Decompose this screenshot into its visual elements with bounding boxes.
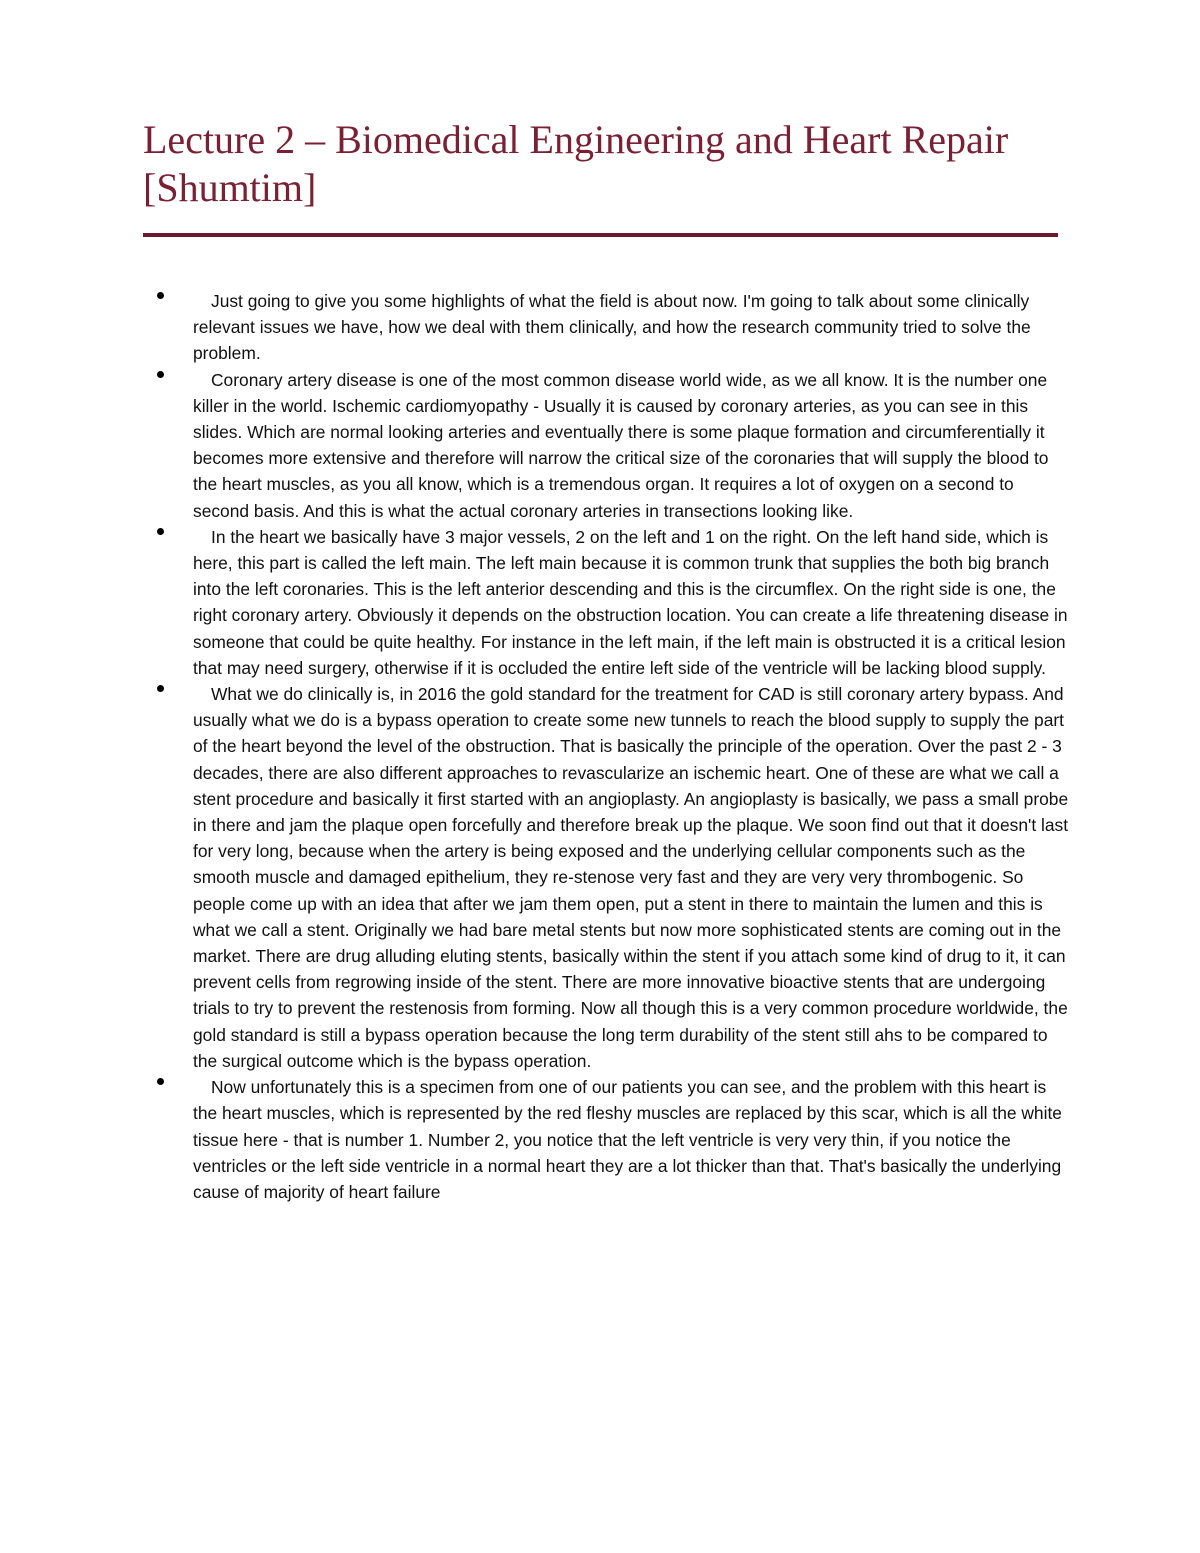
bullet-list [193,288,1073,1205]
bullet-icon [157,685,167,695]
list-item-text: Coronary artery disease is one of the most common disease world wide, as we all know. It is the number one killer in the world. Ischemic cardiomyopathy - Usually it is caused by coronary arteries, as you can see in this slides. Which are normal looking arteries and eventually there is some plaque formation and circumferentially it becomes more extensive and therefore will narrow the critical size of the coronaries that will supply the blood to the heart muscles, as you all know, which is a tremendous organ. It requires a lot of oxygen on a second to second basis. And this is what the actual coronary arteries in transections looking like. [193,369,1049,521]
list-item [193,524,1073,681]
bullet-icon [157,292,167,302]
list-item-text: What we do clinically is, in 2016 the gold standard for the treatment for CAD is still coronary artery bypass. And usually what we do is a bypass operation to create some new tunnels to reach the blood supply to supply the part of the heart beyond the level of the obstruction. That is basically the principle of the operation. Over the past 2 - 3 decades, there are also different approaches to revascularize an ischemic heart. One of these are what we call a stent procedure and basically it first started with an angioplasty. An angioplasty is basically, we pass a small probe in there and jam the plaque open forcefully and therefore break up the plaque. We soon find out that it doesn't last for very long, because when the artery is being exposed and the underlying cellular components such as the smooth muscle and damaged epithelium, they re-stenose very fast and they are very very thrombogenic. So people come up with an idea that after we jam them open, put a stent in there to maintain the lumen and this is what we call a stent. Originally we had bare metal stents but now more sophisticated stents are coming out in the market. There are drug alluding eluting stents, basically within the stent if you attach some kind of drug to it, it can prevent cells from regrowing inside of the stent. There are more innovative bioactive stents that are undergoing trials to try to prevent the restenosis from forming. Now all though this is a very common procedure worldwide, the gold standard is still a bypass operation because the long term durability of the stent still ahs to be compared to the surgical outcome which is the bypass operation. [193,684,1069,1071]
bullet-icon [157,1078,167,1088]
title-underline-rule [143,233,1058,237]
bullet-icon [157,528,167,538]
list-item [193,1074,1073,1205]
page-title: Lecture 2 – Biomedical Engineering and Heart Repair [Shumtim] [143,117,1009,210]
list-item-text: Now unfortunately this is a specimen from one of our patients you can see, and the problem with this heart is the heart muscles, which is represented by the red fleshy muscles are replaced by this scar, which is all the white tissue here - that is number 1. Number 2, you notice that the left ventricle is very very thin, if you notice the ventricles or the left side ventricle in a normal heart they are a lot thicker than that. That's basically the underlying cause of majority of heart failure [193,1077,1062,1202]
list-item [193,288,1073,367]
list-item [193,681,1073,1074]
list-item-text: Just going to give you some highlights of what the field is about now. I'm going to talk about some clinically relevant issues we have, how we deal with them clinically, and how the research community tried to solve the problem. [193,291,1031,364]
bullet-icon [157,371,167,381]
list-item [193,367,1073,524]
list-item-text: In the heart we basically have 3 major vessels, 2 on the left and 1 on the right. On the left hand side, which is here, this part is called the left main. The left main because it is common trunk that supplies the both big branch into the left coronaries. This is the left anterior descending and this is the circumflex. On the right side is one, the right coronary artery. Obviously it depends on the obstruction location. You can create a life threatening disease in someone that could be quite healthy. For instance in the left main, if the left main is obstructed it is a critical lesion that may need surgery, otherwise if it is occluded the entire left side of the ventricle will be lacking blood supply. [193,526,1068,678]
